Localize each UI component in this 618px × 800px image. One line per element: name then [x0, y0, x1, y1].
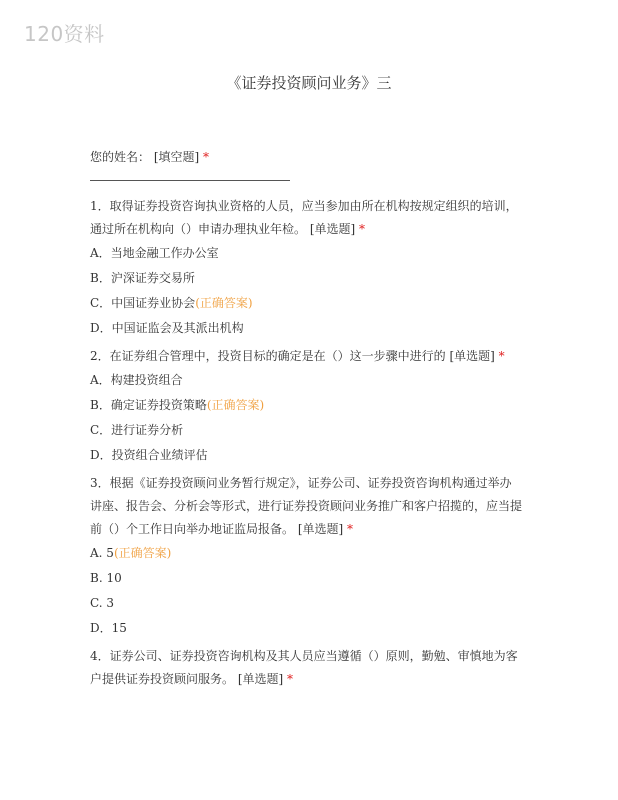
- option-a[interactable]: A. 5(正确答案): [90, 546, 172, 560]
- question-type-tag: [单选题]: [309, 222, 356, 236]
- required-mark: *: [347, 522, 354, 536]
- required-mark: *: [359, 222, 366, 236]
- correct-answer-tag: (正确答案): [206, 398, 265, 412]
- option-c[interactable]: C．进行证券分析: [90, 423, 184, 437]
- page-title: 《证券投资顾问业务》三: [226, 74, 392, 92]
- option-b[interactable]: B．沪深证券交易所: [90, 271, 195, 285]
- question-type-tag: [单选题]: [297, 522, 344, 536]
- watermark-logo: 120资料: [24, 22, 105, 46]
- question-text: 3．根据《证券投资顾问业务暂行规定》，证券公司、证券投资咨询机构通过举办 讲座、报告会、分析会等形式，进行证券投资顾问业务推广和客户招揽的，应当提 前（）个工作日向举办地证监局报备。 [单选题] *: [90, 476, 523, 536]
- question-2: [90, 345, 530, 463]
- correct-answer-tag: (正确答案): [113, 546, 172, 560]
- name-label: 您的姓名：: [90, 150, 151, 164]
- question-text: 1．取得证券投资咨询执业资格的人员，应当参加由所在机构按规定组织的培训， 通过所在机构向（）申请办理执业年检。 [单选题] *: [90, 199, 518, 236]
- name-input-line[interactable]: [90, 180, 290, 181]
- option-b[interactable]: B. 10: [90, 571, 122, 585]
- option-a[interactable]: A．当地金融工作办公室: [90, 246, 219, 260]
- option-d[interactable]: D．15: [90, 621, 127, 635]
- option-a[interactable]: A．构建投资组合: [90, 373, 183, 387]
- required-mark: *: [498, 349, 505, 363]
- correct-answer-tag: (正确答案): [195, 296, 253, 310]
- required-mark: *: [287, 672, 294, 686]
- name-question: [90, 148, 209, 165]
- option-c[interactable]: C．中国证券业协会(正确答案): [90, 296, 253, 310]
- option-d[interactable]: D．中国证监会及其派出机构: [90, 321, 244, 335]
- question-1: [90, 195, 530, 336]
- question-3: [90, 472, 530, 636]
- option-c[interactable]: C. 3: [90, 596, 115, 610]
- question-type-tag: [填空题]: [153, 150, 200, 164]
- required-mark: *: [203, 150, 210, 164]
- option-d[interactable]: D．投资组合业绩评估: [90, 448, 208, 462]
- question-4: [90, 645, 530, 691]
- question-type-tag: [单选题]: [237, 672, 284, 686]
- question-text: 4．证券公司、证券投资咨询机构及其人员应当遵循（）原则，勤勉、审慎地为客 户提供证券投资顾问服务。 [单选题] *: [90, 649, 518, 686]
- question-text: 2．在证券组合管理中，投资目标的确定是在（）这一步骤中进行的 [单选题] *: [90, 349, 505, 363]
- question-type-tag: [单选题]: [449, 349, 495, 363]
- question-list: [90, 195, 530, 695]
- option-b[interactable]: B．确定证券投资策略(正确答案): [90, 398, 265, 412]
